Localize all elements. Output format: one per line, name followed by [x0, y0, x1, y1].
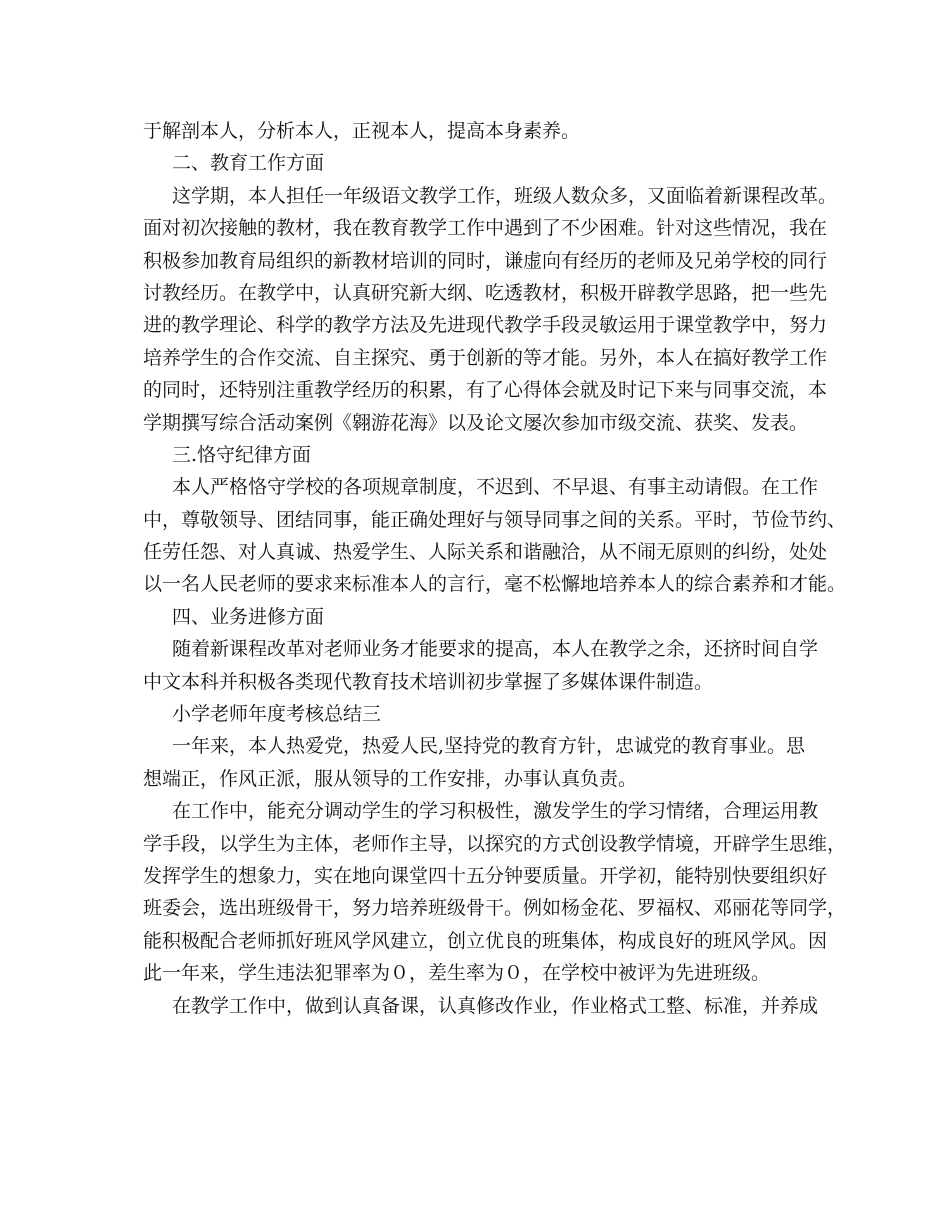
text-line: 学期撰写综合活动案例《翱游花海》以及论文屡次参加市级交流、获奖、发表。: [143, 411, 809, 434]
text-line: 于解剖本人，分析本人，正视本人，提高本身素养。: [143, 120, 581, 142]
text-line: 积极参加教育局组织的新教材培训的同时，谦虚向有经历的老师及兄弟学校的同行: [143, 249, 828, 272]
text-line: 此一年来，学生违法犯罪率为０，差生率为０，在学校中被评为先进班级。: [143, 962, 771, 985]
text-line: 培养学生的合作交流、自主探究、勇于创新的等才能。另外，本人在搞好教学工作: [143, 346, 828, 369]
text-line: 以一名人民老师的要求来标准本人的言行，毫不松懈地培养本人的综合素养和才能。: [143, 573, 847, 596]
text-line: 发挥学生的想象力，实在地向课堂四十五分钟要质量。开学初，能特别快要组织好: [143, 864, 828, 887]
document-body: [143, 115, 847, 1022]
text-line: 随着新课程改革对老师业务才能要求的提高，本人在教学之余，还挤时间自学: [172, 638, 819, 661]
text-line: 三.恪守纪律方面: [172, 443, 312, 466]
text-line: 四、业务进修方面: [172, 605, 325, 628]
text-line: 讨教经历。在教学中，认真研究新大纲、吃透教材，积极开辟教学思路，把一些先: [143, 281, 828, 304]
text-line: 面对初次接触的教材，我在教育教学工作中遇到了不少困难。针对这些情况，我在: [143, 217, 828, 240]
text-line: 任劳任怨、对人真诚、热爱学生、人际关系和谐融洽，从不闹无原则的纠纷，处处: [143, 541, 828, 564]
text-line: 学手段，以学生为主体，老师作主导，以探究的方式创设教学情境，开辟学生思维，: [143, 832, 847, 855]
text-line: 想端正，作风正派，服从领导的工作安排，办事认真负责。: [143, 767, 638, 790]
text-line: 一年来，本人热爱党，热爱人民,坚持党的教育方针，忠诚党的教育事业。思: [172, 735, 806, 758]
text-line: 中，尊敬领导、团结同事，能正确处理好与领导同事之间的关系。平时，节俭节约、: [143, 508, 847, 531]
text-line: 能积极配合老师抓好班风学风建立，创立优良的班集体，构成良好的班风学风。因: [143, 929, 828, 952]
text-line: 中文本科并积极各类现代教育技术培训初步掌握了多媒体课件制造。: [143, 670, 714, 693]
text-line: 小学老师年度考核总结三: [172, 703, 382, 726]
text-line: 在工作中，能充分调动学生的学习积极性，激发学生的学习情绪，合理运用教: [172, 800, 819, 823]
text-line: 进的教学理论、科学的教学方法及先进现代教学手段灵敏运用于课堂教学中，努力: [143, 314, 828, 337]
text-line: 本人严格恪守学校的各项规章制度，不迟到、不早退、有事主动请假。在工作: [172, 476, 819, 499]
text-line: 的同时，还特别注重教学经历的积累，有了心得体会就及时记下来与同事交流，本: [143, 379, 828, 402]
text-line: 班委会，选出班级骨干，努力培养班级骨干。例如杨金花、罗福权、邓丽花等同学，: [143, 897, 847, 920]
text-line: 这学期，本人担任一年级语文教学工作，班级人数众多，又面临着新课程改革。: [172, 184, 838, 207]
text-line: 在教学工作中，做到认真备课，认真修改作业，作业格式工整、标准，并养成: [172, 994, 819, 1017]
text-line: 二、教育工作方面: [172, 152, 325, 175]
